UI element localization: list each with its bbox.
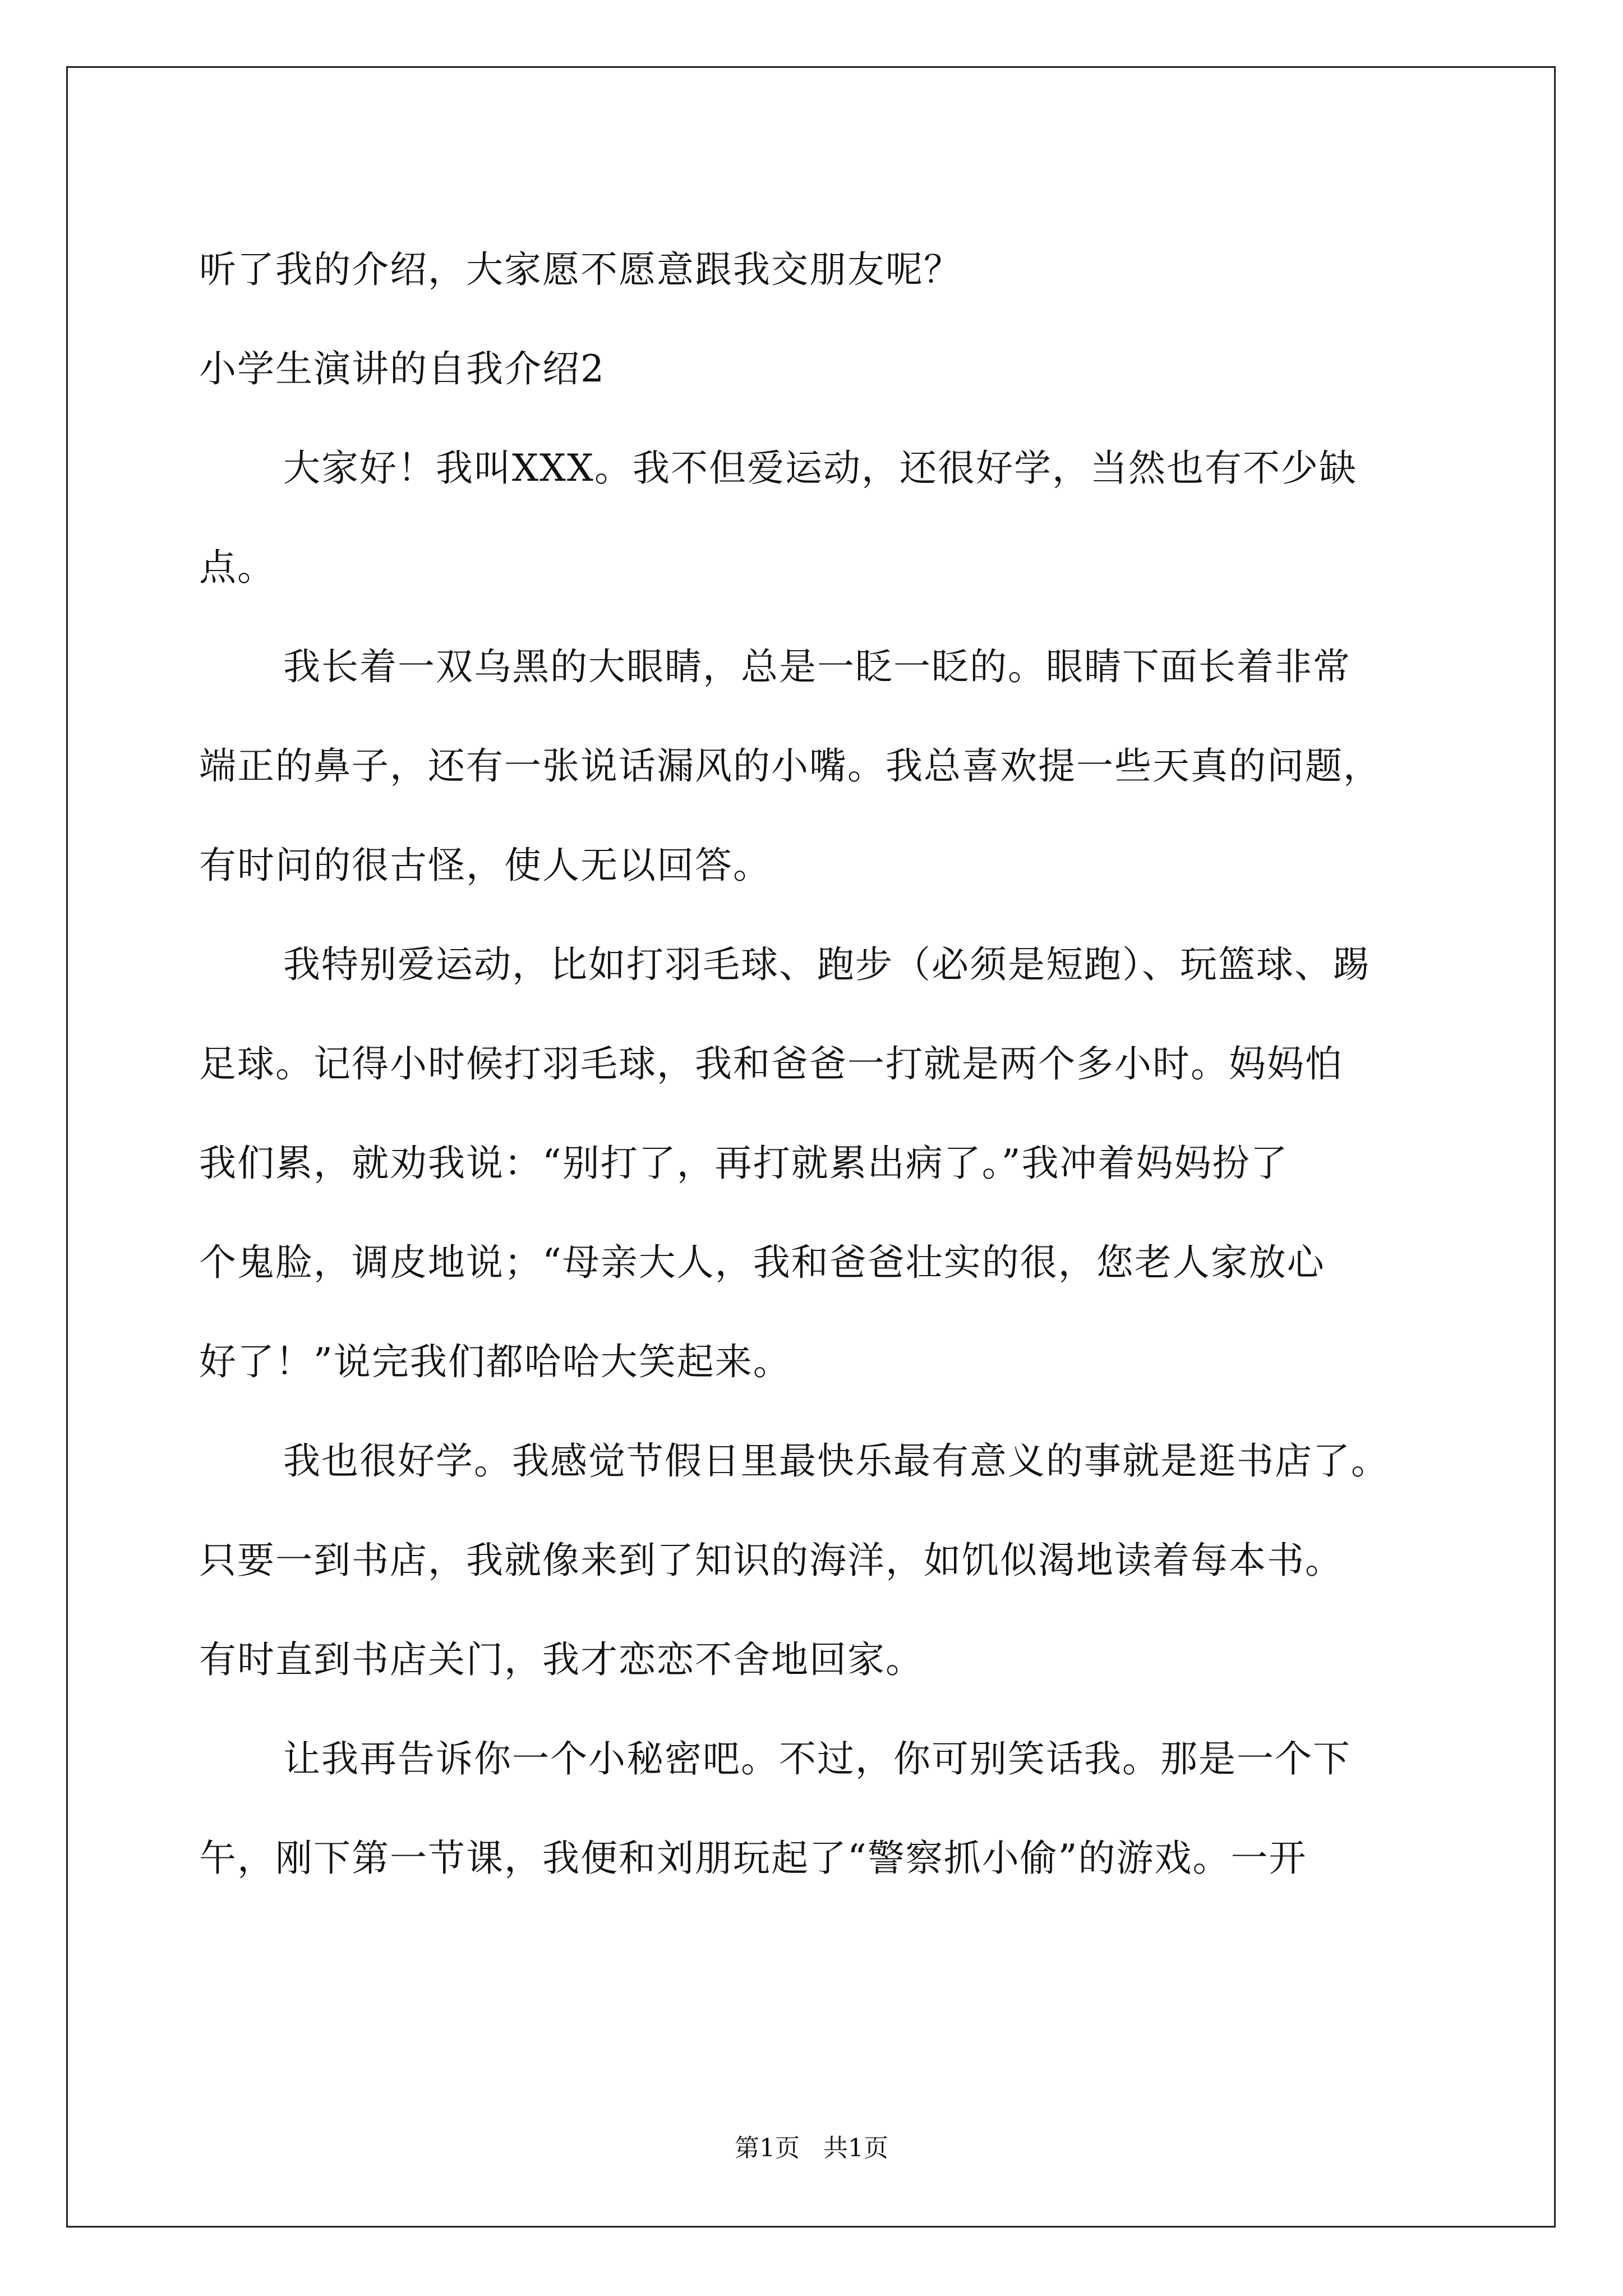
text-line: 听了我的介绍，大家愿不愿意跟我交朋友呢？ — [199, 248, 962, 291]
paragraph-line: 端正的鼻子，还有一张说话漏风的小嘴。我总喜欢提一些天真的问题， — [199, 744, 1381, 788]
paragraph-line: 个鬼脸，调皮地说；“母亲大人，我和爸爸壮实的很，您老人家放心 — [199, 1241, 1325, 1284]
paragraph-line: 有时直到书店关门，我才恋恋不舍地回家。 — [199, 1638, 924, 1681]
paragraph-line: 点。 — [199, 546, 275, 589]
page-number: 第1页 — [735, 2134, 800, 2162]
paragraph-line: 我长着一双乌黑的大眼睛，总是一眨一眨的。眼睛下面长着非常 — [283, 645, 1351, 688]
paragraph-line: 大家好！我叫XXX。我不但爱运动，还很好学，当然也有不少缺 — [283, 447, 1357, 490]
paragraph-line: 有时问的很古怪，使人无以回答。 — [199, 844, 771, 887]
paragraph-line: 我们累，就劝我说：“别打了，再打就累出病了。”我冲着妈妈扮了 — [199, 1142, 1289, 1185]
paragraph-line: 足球。记得小时候打羽毛球，我和爸爸一打就是两个多小时。妈妈怕 — [199, 1042, 1343, 1085]
paragraph-line: 好了！”说完我们都哈哈大笑起来。 — [199, 1340, 791, 1383]
paragraph-line: 只要一到书店，我就像来到了知识的海洋，如饥似渴地读着每本书。 — [199, 1539, 1343, 1582]
paragraph-line: 午，刚下第一节课，我便和刘朋玩起了“警察抓小偷”的游戏。一开 — [199, 1837, 1307, 1880]
page-footer — [0, 2132, 1623, 2165]
paragraph-line: 我也很好学。我感觉节假日里最快乐最有意义的事就是逛书店了。 — [283, 1439, 1389, 1483]
page-total: 共1页 — [823, 2134, 888, 2162]
paragraph-line: 我特别爱运动，比如打羽毛球、跑步（必须是短跑）、玩篮球、踢 — [283, 943, 1371, 986]
document-body — [199, 220, 1433, 1908]
section-heading: 小学生演讲的自我介绍2 — [199, 347, 605, 390]
paragraph-line: 让我再告诉你一个小秘密吧。不过，你可别笑话我。那是一个下 — [283, 1737, 1351, 1780]
